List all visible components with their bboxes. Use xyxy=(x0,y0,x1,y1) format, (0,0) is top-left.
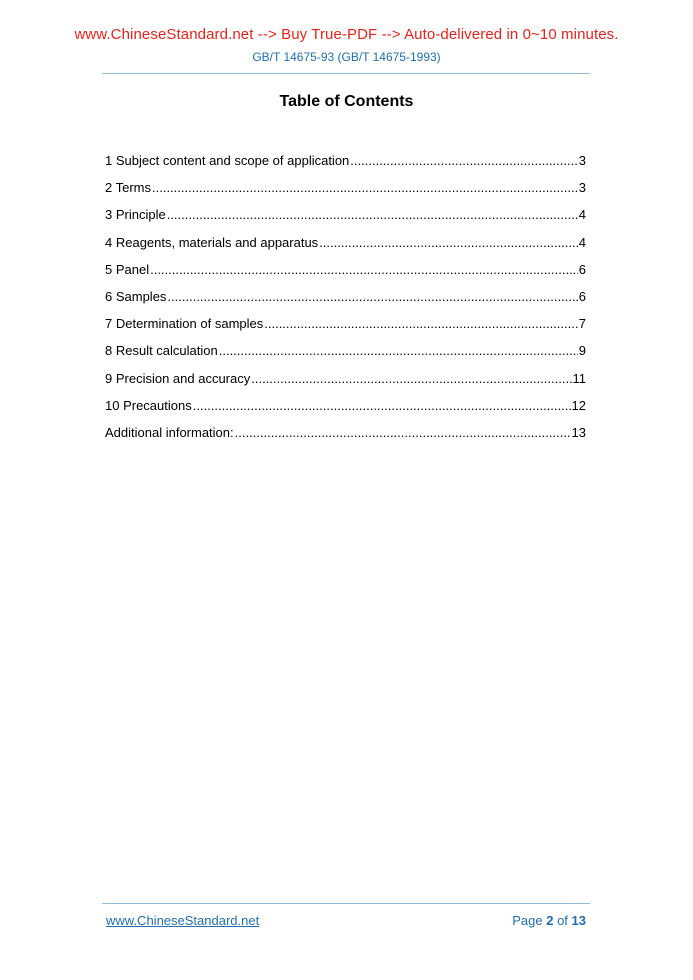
toc-entry[interactable] xyxy=(105,179,586,206)
toc-leader-dots xyxy=(251,370,571,388)
toc-leader-dots xyxy=(235,424,571,442)
toc-leader-dots xyxy=(167,288,577,306)
table-of-contents xyxy=(105,152,586,451)
toc-entry-page: 6 xyxy=(578,288,586,304)
toc-entry-page: 7 xyxy=(578,316,586,332)
toc-entry[interactable] xyxy=(105,206,586,233)
toc-entry-label: Additional information: xyxy=(105,424,234,440)
toc-leader-dots xyxy=(350,152,577,170)
footer-divider xyxy=(102,903,590,904)
toc-entry-page: 3 xyxy=(578,180,586,196)
toc-entry[interactable] xyxy=(105,261,586,288)
toc-entry-page: 4 xyxy=(578,207,586,223)
toc-leader-dots xyxy=(150,261,578,279)
header-divider xyxy=(102,73,590,74)
toc-entry[interactable] xyxy=(105,424,586,451)
of-word: of xyxy=(557,913,568,928)
toc-leader-dots xyxy=(219,342,578,360)
toc-entry-label: 5 Panel xyxy=(105,261,150,277)
toc-entry-page: 9 xyxy=(578,343,586,359)
standard-number: GB/T 14675-93 (GB/T 14675-1993) xyxy=(252,50,441,64)
toc-entry[interactable] xyxy=(105,288,586,315)
toc-leader-dots xyxy=(264,315,578,333)
toc-entry-label: 1 Subject content and scope of application xyxy=(105,153,350,168)
toc-entry-page: 13 xyxy=(571,424,586,440)
toc-entry-label: 2 Terms xyxy=(105,180,151,196)
toc-entry[interactable] xyxy=(105,234,586,261)
toc-entry[interactable] xyxy=(105,152,586,179)
toc-entry-label: 4 Reagents, materials and apparatus xyxy=(105,234,319,250)
banner-link[interactable]: www.ChineseStandard.net --> Buy True-PDF --> Auto-delivered in 0~10 minutes. xyxy=(74,26,619,43)
current-page: 2 xyxy=(546,913,554,928)
toc-entry-label: 10 Precautions xyxy=(105,397,192,413)
header-banner[interactable] xyxy=(0,26,693,43)
footer-site-link[interactable]: www.ChineseStandard.net xyxy=(106,913,260,928)
toc-entry-page: 6 xyxy=(578,261,586,277)
toc-entry-page: 12 xyxy=(571,397,586,413)
toc-entry-label: 9 Precision and accuracy xyxy=(105,370,251,386)
toc-entry-label: 3 Principle xyxy=(105,207,166,223)
toc-entry[interactable] xyxy=(105,315,586,342)
toc-entry-page: 3 xyxy=(578,153,586,168)
toc-entry-label: 7 Determination of samples xyxy=(105,316,264,332)
total-pages: 13 xyxy=(571,913,586,928)
toc-entry[interactable] xyxy=(105,397,586,424)
toc-entry-label: 8 Result calculation xyxy=(105,343,218,359)
toc-entry-page: 4 xyxy=(578,234,586,250)
toc-title: Table of Contents xyxy=(279,93,414,110)
toc-leader-dots xyxy=(319,234,578,252)
toc-entry[interactable] xyxy=(105,342,586,369)
toc-entry-label: 6 Samples xyxy=(105,288,167,304)
toc-leader-dots xyxy=(193,397,571,415)
toc-entry-page: 11 xyxy=(572,370,586,386)
page-number xyxy=(512,913,586,928)
toc-entry[interactable] xyxy=(105,370,586,397)
toc-leader-dots xyxy=(152,179,578,197)
page-word: Page xyxy=(512,913,543,928)
toc-leader-dots xyxy=(167,206,578,224)
